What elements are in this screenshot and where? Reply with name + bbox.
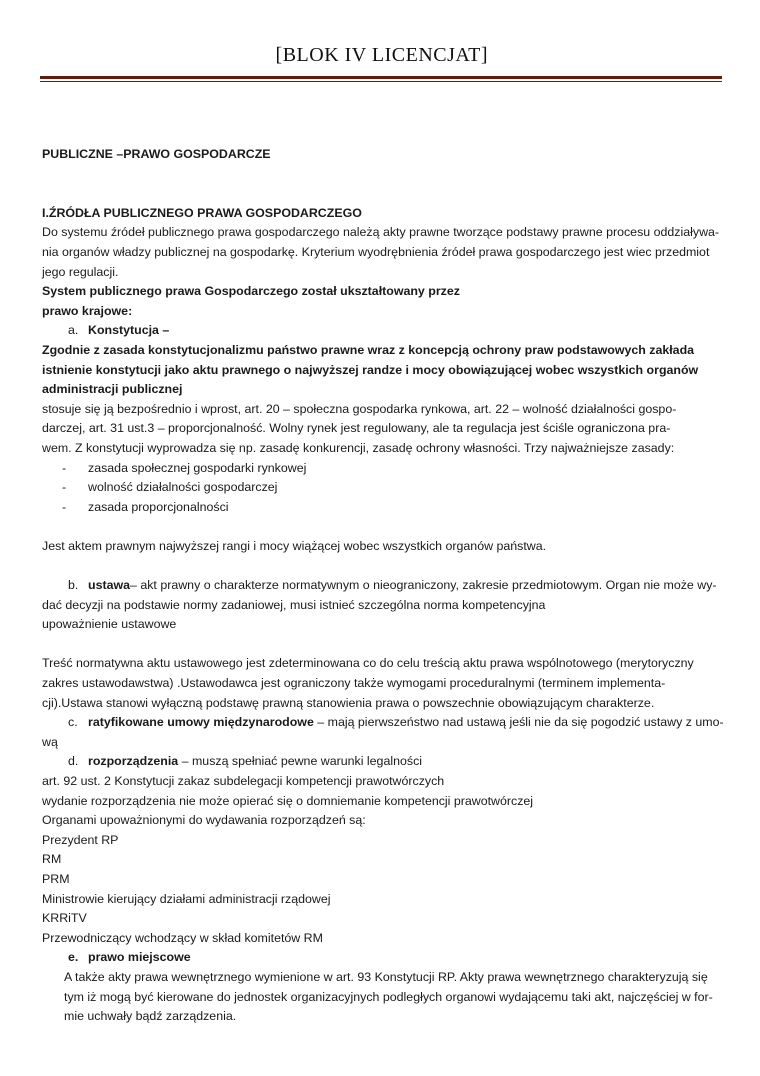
heading: I.ŹRÓDŁA PUBLICZNEGO PRAWA GOSPODARCZEGO bbox=[42, 205, 362, 220]
ustawa-para-line: Treść normatywna aktu ustawowego jest zdeterminowana co do celu treścią aktu prawa wspólnotowego (merytoryczny bbox=[42, 656, 694, 671]
text-line: dać decyzji na podstawie normy zadaniowej, musi istnieć szczególna norma kompetencyjna bbox=[42, 597, 546, 612]
ustawa-para-line: cji).Ustawa stanowi wyłączną podstawę prawną stanowienia prawa o powszechnie obowiązującym charakterze. bbox=[42, 695, 655, 710]
header-rule-thick bbox=[40, 76, 722, 79]
bold-line: istnienie konstytucji jako aktu prawnego o najwyższej randze i mocy obowiązującej wobec wszystkich organów bbox=[42, 362, 699, 377]
system-line: System publicznego prawa Gospodarczego został ukształtowany przez bbox=[42, 284, 460, 299]
list-item-a bbox=[42, 321, 732, 341]
organ-item: Prezydent RP bbox=[42, 832, 119, 847]
intro-line: Do systemu źródeł publicznego prawa gospodarczego należą akty prawne tworzące podstawy prawne procesu oddziaływa- bbox=[42, 225, 720, 240]
text-line: upoważnienie ustawowe bbox=[42, 617, 177, 632]
bold-line: administracji publicznej bbox=[42, 382, 183, 397]
text-line: – akt prawny o charakterze normatywnym o nieograniczony, zakresie przedmiotowym. Organ nie może wy- bbox=[130, 578, 717, 593]
text-line: Organami upoważnionymi do wydawania rozporządzeń są: bbox=[42, 813, 366, 828]
organ-item: RM bbox=[42, 852, 62, 867]
list-item-e bbox=[42, 948, 732, 968]
organ-item: KRRiTV bbox=[42, 911, 87, 926]
text-line: wem. Z konstytucji wyprowadza się np. zasadę konkurencji, zasadę ochrony własności. Trzy najważniejsze zasady: bbox=[42, 440, 675, 455]
dash-item: - zasada społecznej gospodarki rynkowej bbox=[62, 460, 307, 475]
prawo-krajowe: prawo krajowe: bbox=[42, 303, 133, 318]
text-line: mie uchwały bądź zarządzenia. bbox=[64, 1009, 237, 1024]
organ-item: Przewodniczący wchodzący w skład komitetów RM bbox=[42, 930, 323, 945]
organ-item: PRM bbox=[42, 871, 70, 886]
list-label: a. bbox=[68, 323, 79, 338]
list-item-b bbox=[42, 576, 732, 596]
text-line: art. 92 ust. 2 Konstytucji zakaz subdelegacji kompetencji prawotwórczych bbox=[42, 774, 445, 788]
text-line: – muszą spełniać pewne warunki legalności bbox=[178, 754, 423, 769]
text-line: tym iż mogą być kierowane do jednostek organizacyjnych podległych organowi wydającemu taki akt, najczęściej w for- bbox=[64, 989, 713, 1004]
list-item-title: prawo miejscowe bbox=[88, 950, 191, 965]
list-label: d. bbox=[68, 754, 79, 769]
list-item-c bbox=[42, 713, 732, 733]
ustawa-para-line: zakres ustawodawstwa) .Ustawodawca jest ograniczony także wymogami proceduralnymi (terminem implementa- bbox=[42, 676, 666, 691]
list-item-title: ratyfikowane umowy międzynarodowe bbox=[88, 715, 314, 730]
organ-item: Ministrowie kierujący działami administracji rządowej bbox=[42, 891, 331, 906]
page-header-title: [BLOK IV LICENCJAT] bbox=[275, 44, 488, 66]
intro-line: nia organów władzy publicznej na gospodarkę. Kryterium wyodrębnienia źródeł prawa gospodarczego jest wiec przedmiot bbox=[42, 244, 710, 259]
list-item-title: ustawa bbox=[88, 578, 131, 593]
list-label: e. bbox=[68, 950, 79, 965]
list-label: c. bbox=[68, 715, 78, 730]
dash-item: - zasada proporcjonalności bbox=[62, 499, 229, 514]
section-title: PUBLICZNE –PRAWO GOSPODARCZE bbox=[42, 147, 271, 161]
list-item-d bbox=[42, 752, 732, 772]
konst-summary: Jest aktem prawnym najwyższej rangi i mocy wiążącej wobec wszystkich organów państwa. bbox=[42, 538, 547, 553]
text-line: darczej, art. 31 ust.3 – proporcjonalność. Wolny rynek jest regulowany, ale ta regulacja jest ściśle ograniczona pra- bbox=[42, 421, 671, 436]
document-content bbox=[42, 145, 732, 1027]
intro-line: jego regulacji. bbox=[42, 264, 119, 279]
header-rule-thin bbox=[40, 81, 722, 82]
dash-item: - wolność działalności gospodarczej bbox=[62, 480, 278, 495]
text-line: wydanie rozporządzenia nie może opierać się o domniemanie kompetencji prawotwórczej bbox=[42, 793, 534, 808]
list-label: b. bbox=[68, 578, 79, 593]
text-line: wą bbox=[42, 734, 58, 749]
list-item-title: Konstytucja – bbox=[88, 323, 170, 338]
text-line: – mają pierwszeństwo nad ustawą jeśli nie da się pogodzić ustawy z umo- bbox=[313, 715, 724, 730]
text-line: stosuje się ją bezpośrednio i wprost, art. 20 – społeczna gospodarka rynkowa, art. 22 – wolność działalności gospo- bbox=[42, 401, 677, 416]
list-item-title: rozporządzenia bbox=[88, 754, 179, 769]
text-line: A także akty prawa wewnętrznego wymienione w art. 93 Konstytucji RP. Akty prawa wewnętrznego charakteryzują się bbox=[64, 969, 708, 984]
bold-line: Zgodnie z zasada konstytucjonalizmu państwo prawne wraz z koncepcją ochrony praw podstawowych zakłada bbox=[42, 342, 695, 357]
